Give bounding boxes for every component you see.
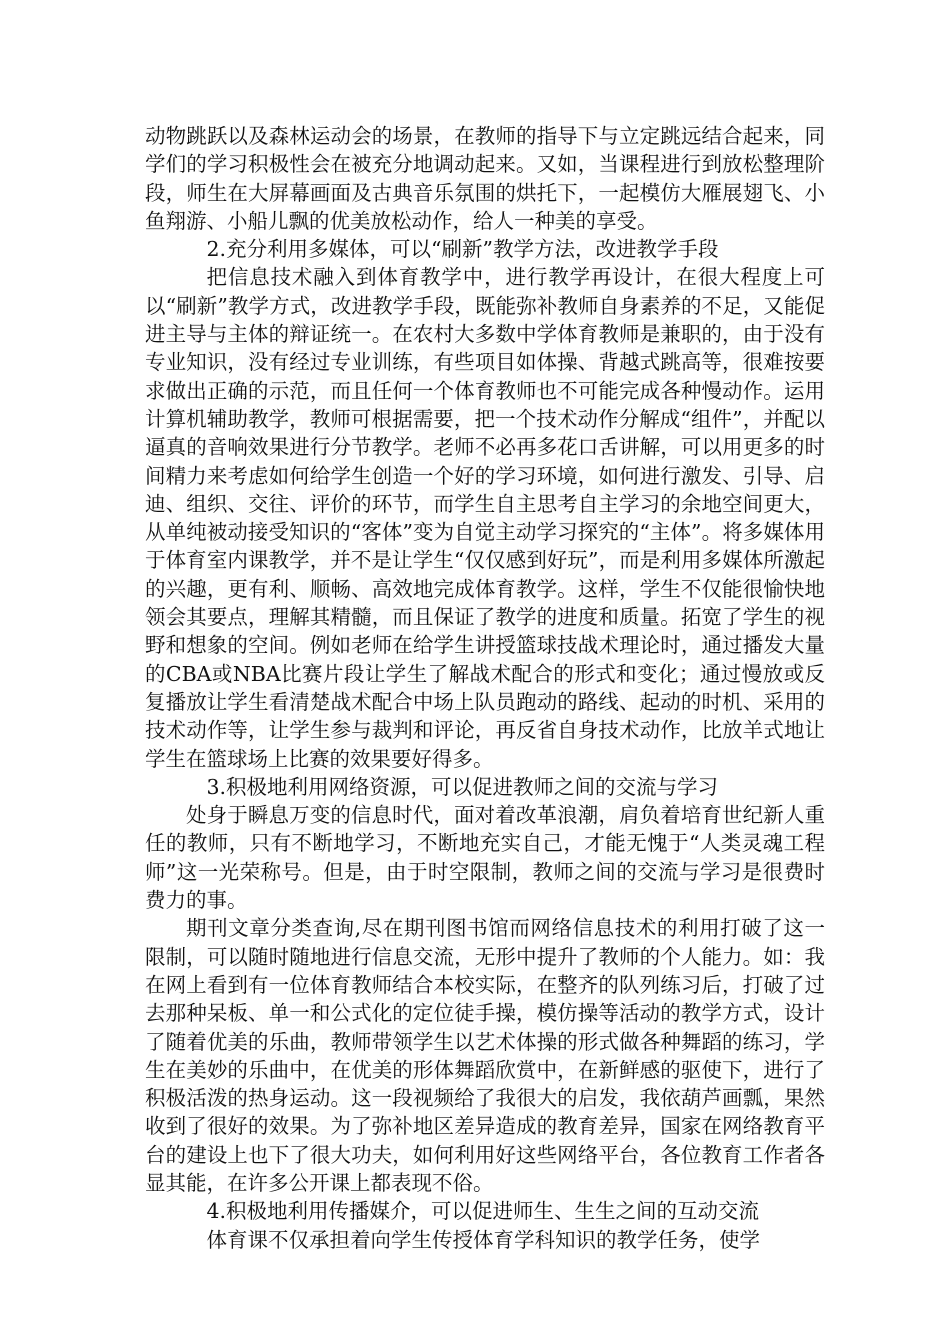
section-heading-4: 4.积极地利用传播媒介，可以促进师生、生生之间的互动交流 [206,1199,760,1224]
document-body [145,122,825,1254]
section-heading-3: 3.积极地利用网络资源，可以促进教师之间的交流与学习 [206,774,719,799]
section-heading-2: 2.充分利用多媒体，可以“刷新”教学方法，改进教学手段 [206,237,719,262]
paragraph-continuation: 动物跳跃以及森林运动会的场景，在教师的指导下与立定跳远结合起来，同学们的学习积极性会在被充分地调动起来。又如，当课程进行到放松整理阶段，师生在大屏幕画面及古典音乐氛围的烘托下，一起模仿大雁展翅飞、小鱼翔游、小船儿飘的优美放松动作，给人一种美的享受。 [145,124,825,233]
paragraph-network-info: 期刊文章分类查询,尽在期刊图书馆而网络信息技术的利用打破了这一限制，可以随时随地进行信息交流，无形中提升了教师的个人能力。如：我在网上看到有一位体育教师结合本校实际，在整齐的队列练习后，打破了过去那种呆板、单一和公式化的定位徒手操，模仿操等活动的教学方式，设计了随着优美的乐曲，教师带领学生以艺术体操的形式做各种舞蹈的练习，学生在美妙的乐曲中，在优美的形体舞蹈欣赏中，在新鲜感的驱使下，进行了积极活泼的热身运动。这一段视频给了我很大的启发，我依葫芦画瓢，果然收到了很好的效果。为了弥补地区差异造成的教育差异，国家在网络教育平台的建设上也下了很大功夫，如何利用好这些网络平台，各位教育工作者各显其能，在许多公开课上都表现不俗。 [145,916,825,1195]
paragraph-multimedia: 把信息技术融入到体育教学中，进行教学再设计，在很大程度上可以“刷新”教学方式，改进教学手段，既能弥补教师自身素养的不足，又能促进主导与主体的辩证统一。在农村大多数中学体育教师是兼职的，由于没有专业知识，没有经过专业训练，有些项目如体操、背越式跳高等，很难按要求做出正确的示范，而且任何一个体育教师也不可能完成各种慢动作。运用计算机辅助教学，教师可根据需要，把一个技术动作分解成“组件”，并配以逼真的音响效果进行分节教学。老师不必再多花口舌讲解，可以用更多的时间精力来考虑如何给学生创造一个好的学习环境，如何进行激发、引导、启迪、组织、交往、评价的环节，而学生自主思考自主学习的余地空间更大，从单纯被动接受知识的“客体”变为自觉主动学习探究的“主体”。将多媒体用于体育室内课教学，并不是让学生“仅仅感到好玩”，而是利用多媒体所激起的兴趣，更有利、顺畅、高效地完成体育教学。这样，学生不仅能很愉快地领会其要点，理解其精髓，而且保证了教学的进度和质量。拓宽了学生的视野和想象的空间。例如老师在给学生讲授篮球技战术理论时，通过播发大量的CBA或NBA比赛片段让学生了解战术配合的形式和变化；通过慢放或反复播放让学生看清楚战术配合中场上队员跑动的路线、起动的时机、采用的技术动作等，让学生参与裁判和评论，再反省自身技术动作，比放羊式地让学生在篮球场上比赛的效果要好得多。 [145,265,825,771]
paragraph-pe-class: 体育课不仅承担着向学生传授体育学科知识的教学任务，使学 [206,1227,760,1252]
paragraph-information-age: 处身于瞬息万变的信息时代，面对着改革浪潮，肩负着培育世纪新人重任的教师，只有不断地学习，不断地充实自己，才能无愧于“人类灵魂工程师”这一光荣称号。但是，由于时空限制，教师之间的交流与学习是很费时费力的事。 [145,803,825,913]
